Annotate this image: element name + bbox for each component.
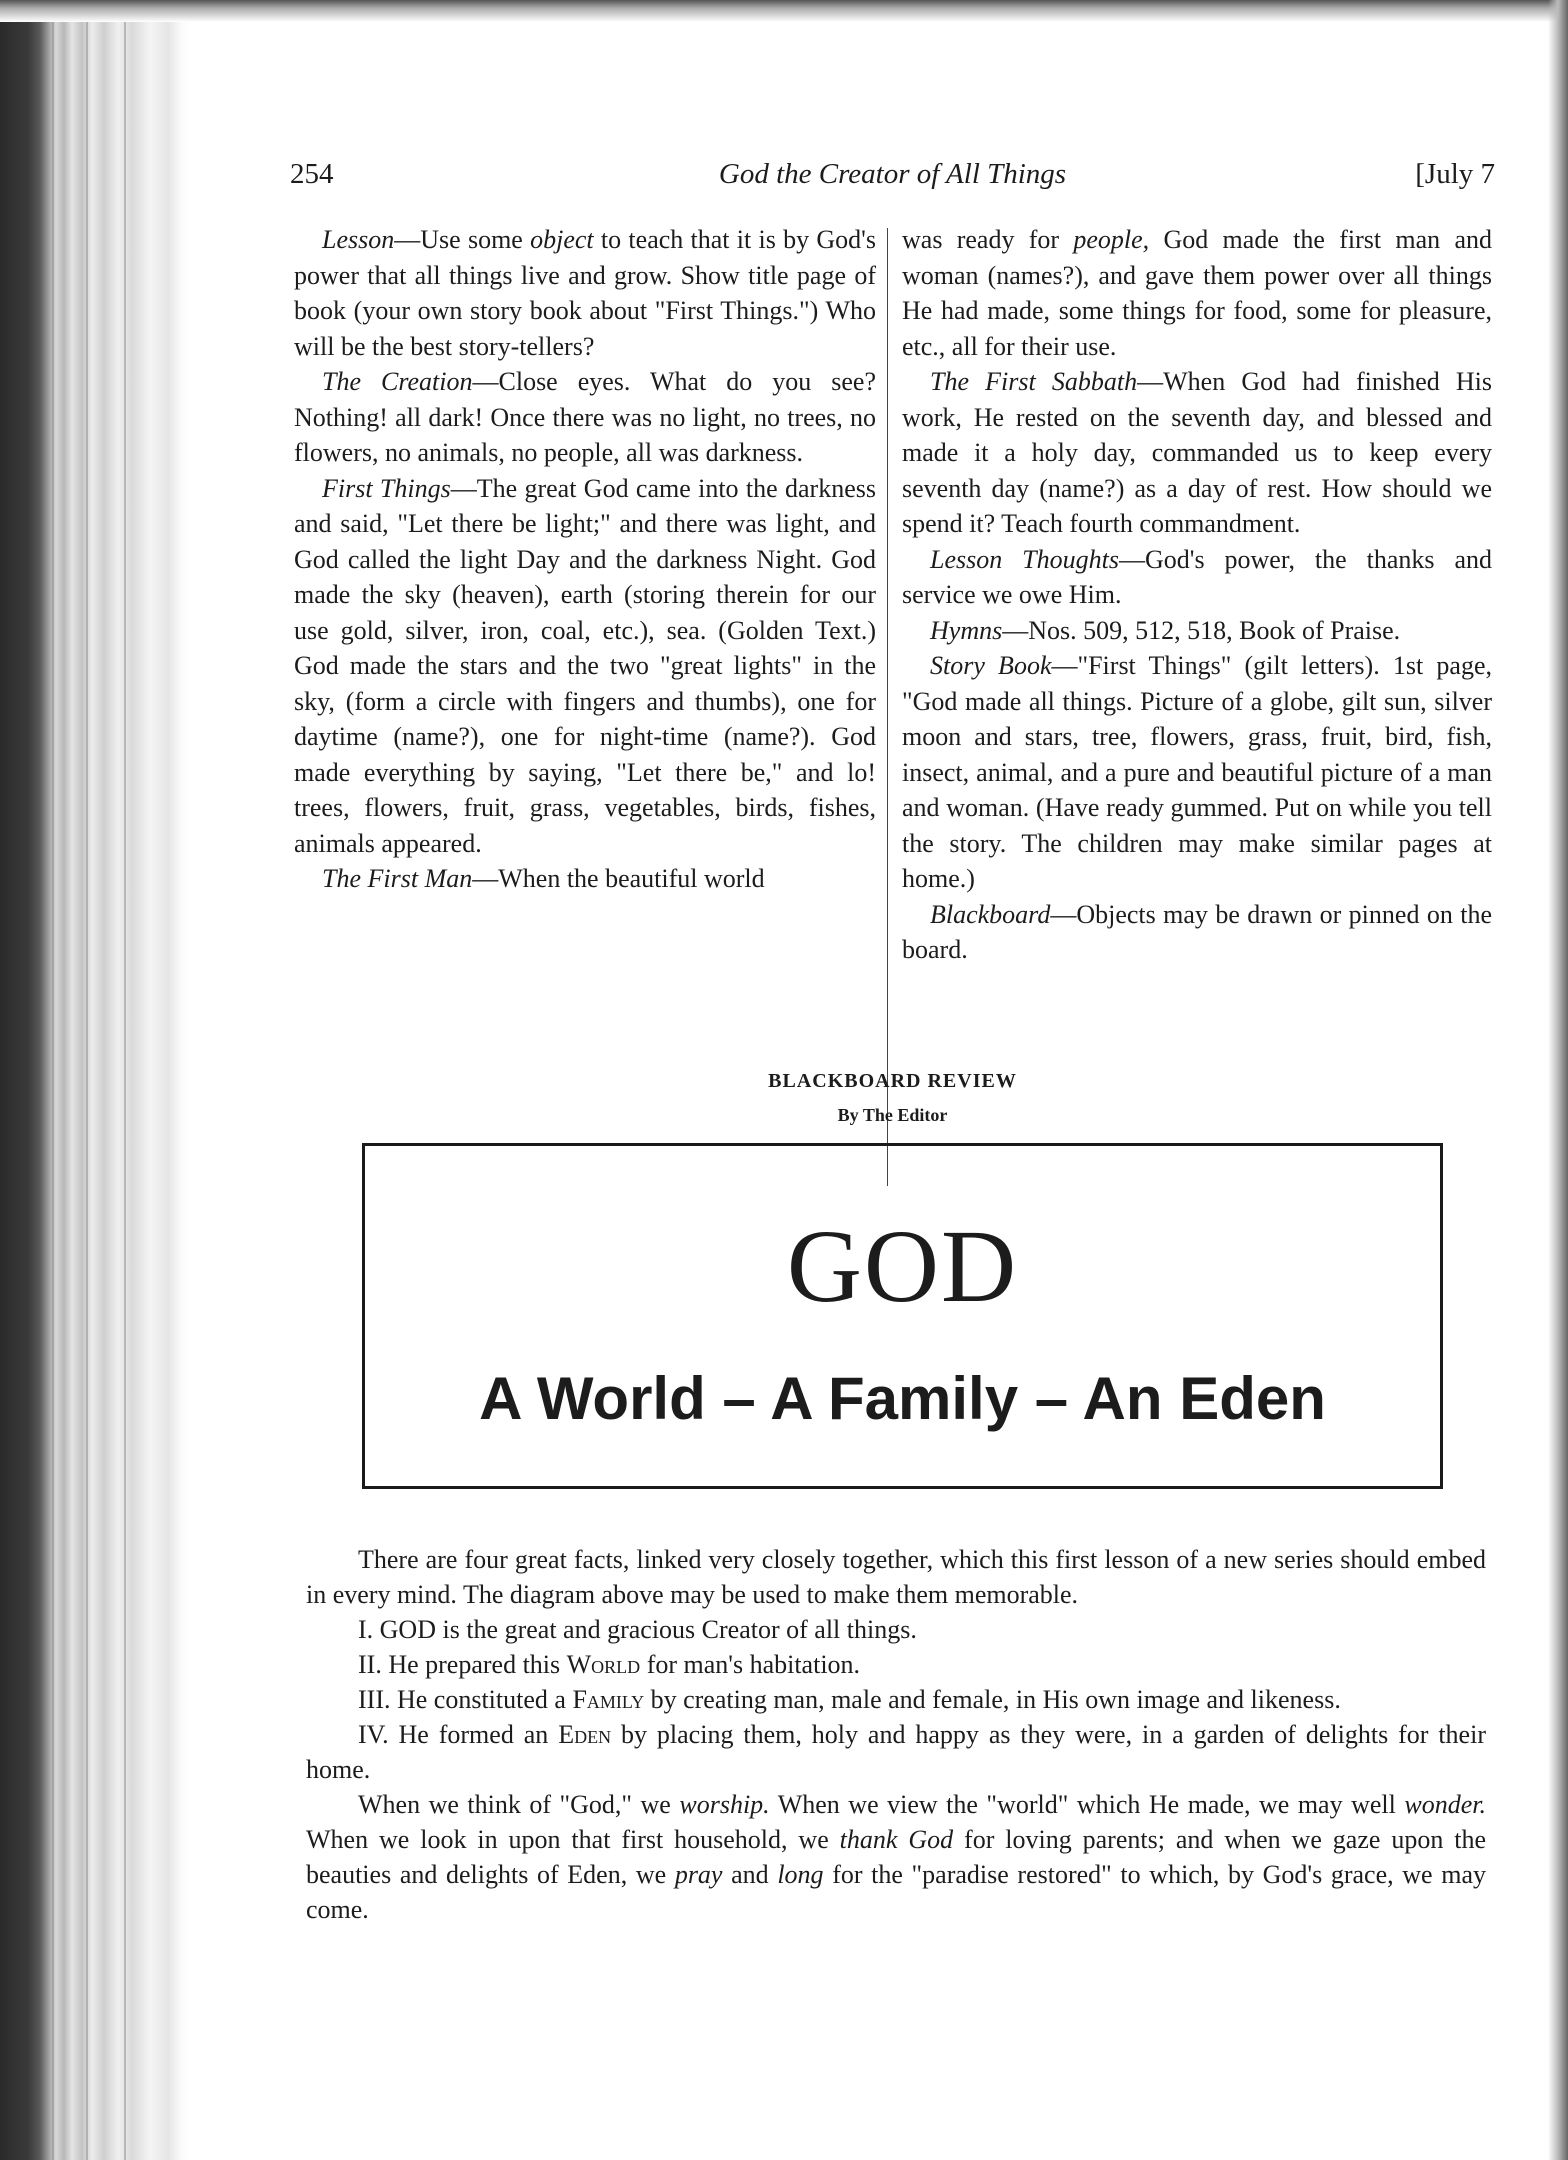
paragraph (902, 613, 1492, 649)
paragraph-lead: Lesson (322, 225, 395, 254)
diagram-title: GOD (786, 1209, 1019, 1324)
paragraph-lead: Hymns (930, 615, 1003, 645)
paragraph-text: —Nos. 509, 512, 518, Book of Praise. (1002, 615, 1401, 645)
paragraph-lead: First Things (322, 473, 451, 503)
paragraph-lead: The Creation (322, 367, 473, 396)
paragraph (294, 222, 876, 364)
paragraph: I. GOD is the great and gracious Creator of all things. (358, 1615, 917, 1644)
paragraph-text: III. He constituted a (358, 1685, 573, 1714)
right-shadow (1548, 0, 1568, 2160)
paragraph-text: for the "paradise restored" to which, by God's grace, we may come. (306, 1860, 1486, 1924)
paragraph-text: by placing them, holy and happy as they were, in a garden of delights for their home. (306, 1720, 1486, 1784)
paragraph (902, 542, 1492, 613)
emphasis: long (777, 1860, 824, 1889)
paragraph: There are four great facts, linked very closely together, which this first lesson of a new series should embed in every mind. The diagram above may be used to make them memorable. (306, 1545, 1486, 1609)
paragraph-lead: Story Book (930, 651, 1052, 680)
paragraph (294, 861, 876, 897)
paragraph-text: and (722, 1860, 778, 1889)
paragraph (294, 364, 876, 471)
paragraph-text: —Close eyes. What do you see? Nothing! all dark! Once there was no light, no trees, no flowers, no animals, no people, all was darkness. (294, 367, 877, 467)
paragraph-text: When we look in upon that first household, we (306, 1825, 840, 1854)
paragraph-lead: The First Man (322, 864, 473, 893)
paragraph (902, 222, 1492, 364)
review-text (306, 1542, 1486, 1927)
paragraph-text: When we think of "God," we (358, 1790, 680, 1819)
section-heading: BLACKBOARD REVIEW (768, 1070, 1017, 1092)
paragraph-text: for loving parents; and when we gaze upon the beauties and delights of Eden, we (306, 1825, 1486, 1889)
paragraph (306, 1717, 1486, 1787)
paragraph-text: to teach that it is by God's power that all things live and grow. Show title page of book (your own story book about "First Things.") Who will be the best story-tellers? (294, 225, 876, 361)
emphasis: wonder. (1404, 1790, 1486, 1819)
two-column-text (290, 222, 1495, 1197)
emphasis: pray (674, 1860, 723, 1889)
small-caps-term: Family (572, 1685, 645, 1714)
paragraph-text: IV. He formed an (358, 1720, 559, 1749)
paragraph (902, 648, 1492, 897)
page-number: 254 (290, 158, 334, 190)
paragraph-text: was ready for (902, 225, 1074, 254)
paragraph-text: II. He prepared this (358, 1650, 567, 1679)
paragraph (902, 364, 1492, 542)
blackboard-diagram (362, 1143, 1443, 1489)
paragraph-text: by creating man, male and female, in His own image and likeness. (644, 1685, 1341, 1714)
paragraph (294, 471, 876, 862)
page-edge-line (52, 0, 54, 2160)
paragraph (306, 1787, 1486, 1927)
running-head (290, 150, 1495, 200)
left-column (294, 222, 876, 897)
emphasis: people, (1073, 225, 1150, 254)
byline: By The Editor (837, 1105, 948, 1125)
running-date: [July 7 (1415, 158, 1495, 190)
column-divider (887, 228, 888, 1186)
diagram-subtitle: A World – A Family – An Eden (479, 1365, 1326, 1432)
page-edge-line (124, 0, 126, 2160)
small-caps-term: World (566, 1650, 641, 1679)
paragraph-text: —Objects may be drawn or pinned on the board. (902, 899, 1492, 964)
emphasis: worship. (679, 1790, 770, 1819)
emphasis: thank God (839, 1825, 954, 1854)
page (290, 150, 1495, 1924)
paragraph (306, 1647, 1486, 1682)
paragraph-text: —God's power, the thanks and service we owe Him. (902, 544, 1492, 609)
paragraph-text: When we view the "world" which He made, we may well (769, 1790, 1405, 1819)
paragraph-text: for man's habitation. (640, 1650, 861, 1679)
book-page-edges (0, 0, 190, 2160)
running-title: God the Creator of All Things (718, 158, 1067, 190)
paragraph-text: —When the beautiful world (472, 864, 765, 893)
paragraph-text: —"First Things" (gilt letters). 1st page, "God made all things. Picture of a globe, gilt sun, silver moon and stars, tree, flowers, grass, fruit, bird, fish, insect, animal, and a pure and beautiful picture of a man and woman. (Have ready gummed. Put on while you tell the story. The children may make similar pages at home.) (902, 651, 1492, 893)
paragraph-lead: Blackboard (930, 899, 1051, 929)
paragraph-lead: The First Sabbath (930, 367, 1138, 396)
right-column (902, 222, 1492, 968)
paragraph (902, 897, 1492, 968)
paragraph-text: —The great God came into the darkness and said, "Let there be light;" and there was light, and God called the light Day and the darkness Night. God made the sky (heaven), earth (storing therein for our use gold, silver, iron, coal, etc.), sea. (Golden Text.) God made the stars and the two "great lights" in the sky, (form a circle with fingers and thumbs), one for daytime (name?), one for night-time (name?). God made everything by saying, "Let there be," and lo! trees, flowers, fruit, grass, vegetables, birds, fishes, animals appeared. (294, 473, 876, 858)
page-edge-line (86, 0, 88, 2160)
paragraph-text: God made the first man and woman (names?), and gave them power over all things He had made, some things for food, some for pleasure, etc., all for their use. (902, 225, 1492, 361)
top-shadow (0, 0, 1568, 22)
paragraph-text: —When God had finished His work, He rested on the seventh day, and blessed and made it a holy day, commanded us to keep every seventh day (name?) as a day of rest. How should we spend it? Teach fourth commandment. (902, 367, 1493, 538)
small-caps-term: Eden (558, 1720, 612, 1749)
paragraph (306, 1682, 1486, 1717)
paragraph-text: —Use some (394, 225, 531, 254)
paragraph-lead: Lesson Thoughts (930, 544, 1119, 574)
emphasis: object (530, 225, 594, 254)
